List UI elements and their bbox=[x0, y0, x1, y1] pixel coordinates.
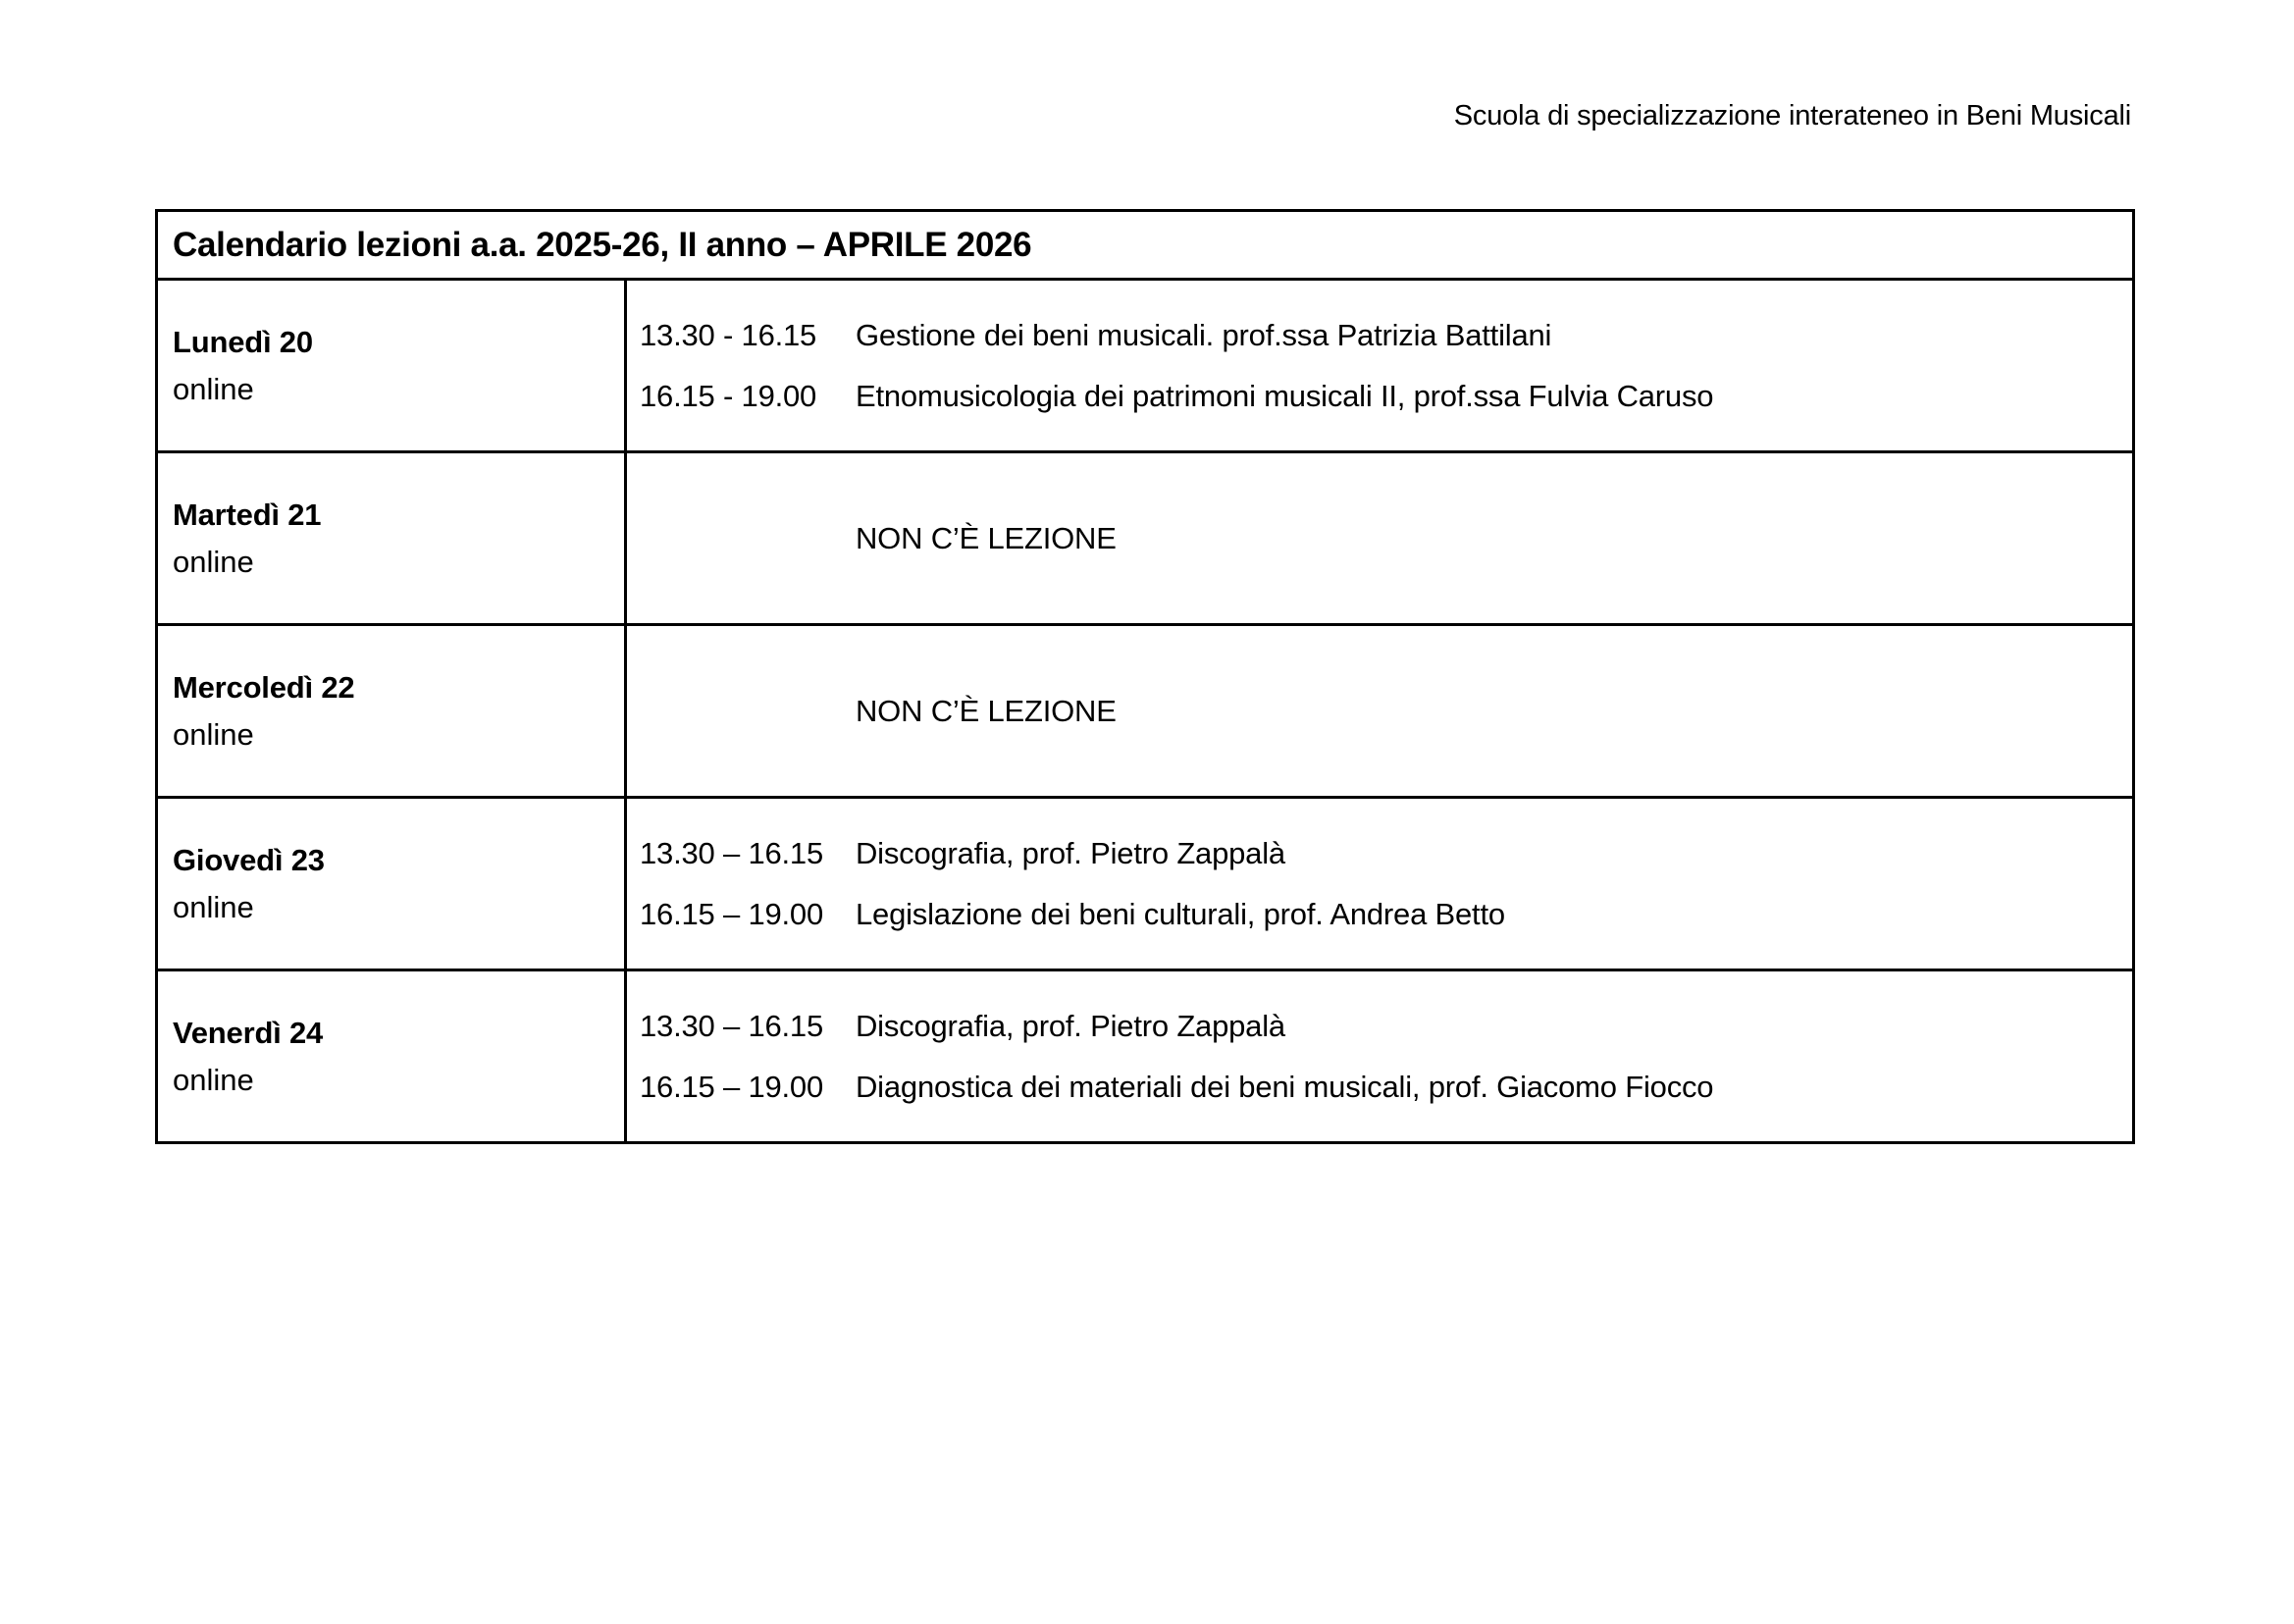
lesson-subject: Discografia, prof. Pietro Zappalà bbox=[856, 1008, 1285, 1043]
lessons-cell bbox=[627, 971, 2132, 1141]
lesson-subject: Etnomusicologia dei patrimoni musicali II, prof.ssa Fulvia Caruso bbox=[856, 378, 1714, 413]
day-cell bbox=[158, 626, 627, 796]
lesson-item bbox=[640, 833, 2132, 874]
day-cell bbox=[158, 453, 627, 623]
day-mode: online bbox=[173, 889, 254, 924]
lesson-item bbox=[640, 894, 2132, 935]
lessons-cell bbox=[627, 281, 2132, 450]
day-name: Giovedì 23 bbox=[173, 842, 325, 877]
lesson-item bbox=[640, 1006, 2132, 1047]
lesson-time: 16.15 – 19.00 bbox=[640, 1069, 824, 1104]
day-mode: online bbox=[173, 544, 254, 579]
no-lesson-note: NON C’È LEZIONE bbox=[856, 693, 1117, 728]
page-header-institution: Scuola di specializzazione interateneo in Beni Musicali bbox=[1453, 100, 2131, 131]
lessons-cell bbox=[627, 799, 2132, 969]
lesson-time: 16.15 – 19.00 bbox=[640, 896, 824, 931]
lesson-item bbox=[640, 1067, 2132, 1108]
lesson-time: 16.15 - 19.00 bbox=[640, 378, 817, 413]
lesson-subject: Discografia, prof. Pietro Zappalà bbox=[856, 835, 1285, 870]
schedule-table bbox=[155, 209, 2135, 1144]
schedule-title: Calendario lezioni a.a. 2025-26, II anno – APRILE 2026 bbox=[158, 212, 2132, 281]
day-name: Venerdì 24 bbox=[173, 1015, 324, 1050]
schedule-row-thursday bbox=[158, 799, 2132, 971]
lessons-cell bbox=[627, 626, 2132, 796]
lessons-cell bbox=[627, 453, 2132, 623]
lesson-item bbox=[640, 315, 2132, 356]
lesson-time: 13.30 - 16.15 bbox=[640, 317, 817, 352]
lesson-subject: Legislazione dei beni culturali, prof. Andrea Betto bbox=[856, 896, 1505, 931]
lesson-subject: Gestione dei beni musicali. prof.ssa Patrizia Battilani bbox=[856, 317, 1552, 352]
lesson-time: 13.30 – 16.15 bbox=[640, 1008, 824, 1043]
schedule-row-friday bbox=[158, 971, 2132, 1141]
no-lesson-note: NON C’È LEZIONE bbox=[856, 520, 1117, 555]
day-cell bbox=[158, 281, 627, 450]
lesson-subject: Diagnostica dei materiali dei beni musicali, prof. Giacomo Fiocco bbox=[856, 1069, 1714, 1104]
schedule-row-wednesday bbox=[158, 626, 2132, 799]
day-mode: online bbox=[173, 1062, 254, 1097]
schedule-row-tuesday bbox=[158, 453, 2132, 626]
day-cell bbox=[158, 971, 627, 1141]
lesson-time: 13.30 – 16.15 bbox=[640, 835, 824, 870]
day-mode: online bbox=[173, 716, 254, 752]
day-cell bbox=[158, 799, 627, 969]
day-name: Lunedì 20 bbox=[173, 324, 313, 359]
day-mode: online bbox=[173, 371, 254, 406]
schedule-row-monday bbox=[158, 281, 2132, 453]
day-name: Mercoledì 22 bbox=[173, 669, 355, 705]
day-name: Martedì 21 bbox=[173, 497, 322, 532]
lesson-item bbox=[640, 376, 2132, 417]
